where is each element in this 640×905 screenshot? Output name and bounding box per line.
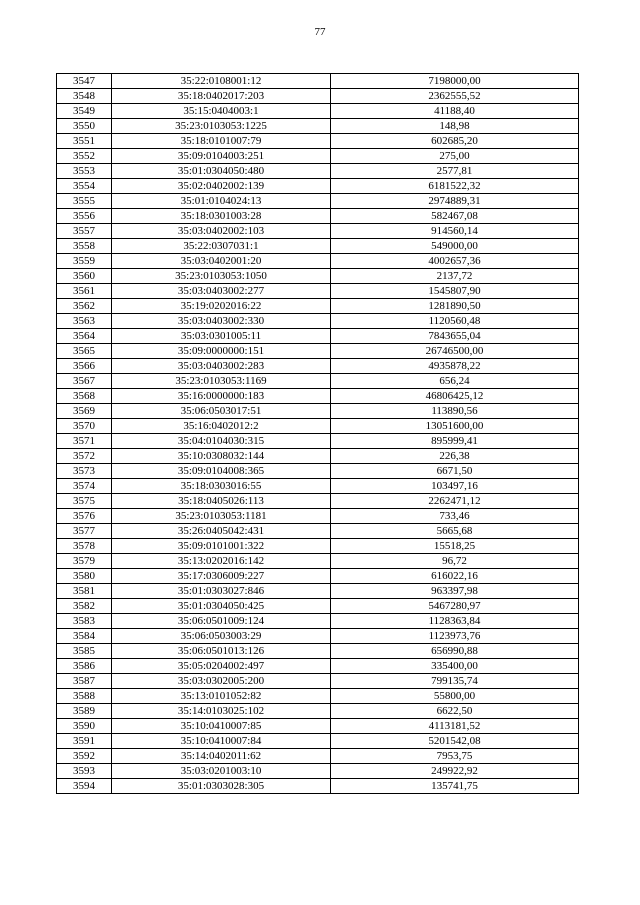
table-row — [57, 374, 579, 389]
row-number-cell: 3587 — [57, 674, 112, 689]
table-row — [57, 704, 579, 719]
cadastral-value-cell: 335400,00 — [331, 659, 579, 674]
table-row — [57, 299, 579, 314]
cadastral-value-cell: 2974889,31 — [331, 194, 579, 209]
cadastral-value-cell: 96,72 — [331, 554, 579, 569]
table-row — [57, 359, 579, 374]
table-row — [57, 644, 579, 659]
cadastral-number-cell: 35:06:0503003:29 — [112, 629, 331, 644]
cadastral-number-cell: 35:06:0501013:126 — [112, 644, 331, 659]
table-row — [57, 719, 579, 734]
row-number-cell: 3565 — [57, 344, 112, 359]
cadastral-number-cell: 35:19:0202016:22 — [112, 299, 331, 314]
table-row — [57, 269, 579, 284]
cadastral-number-cell: 35:18:0402017:203 — [112, 89, 331, 104]
cadastral-number-cell: 35:18:0303016:55 — [112, 479, 331, 494]
row-number-cell: 3566 — [57, 359, 112, 374]
cadastral-value-cell: 963397,98 — [331, 584, 579, 599]
table-row — [57, 134, 579, 149]
cadastral-value-cell: 148,98 — [331, 119, 579, 134]
cadastral-value-cell: 582467,08 — [331, 209, 579, 224]
row-number-cell: 3573 — [57, 464, 112, 479]
row-number-cell: 3555 — [57, 194, 112, 209]
cadastral-value-cell: 26746500,00 — [331, 344, 579, 359]
row-number-cell: 3561 — [57, 284, 112, 299]
cadastral-value-cell: 2262471,12 — [331, 494, 579, 509]
table-row — [57, 179, 579, 194]
row-number-cell: 3563 — [57, 314, 112, 329]
cadastral-value-cell: 895999,41 — [331, 434, 579, 449]
cadastral-value-cell: 5467280,97 — [331, 599, 579, 614]
table-row — [57, 404, 579, 419]
cadastral-number-cell: 35:23:0103053:1169 — [112, 374, 331, 389]
row-number-cell: 3578 — [57, 539, 112, 554]
row-number-cell: 3552 — [57, 149, 112, 164]
table-row — [57, 149, 579, 164]
table-row — [57, 239, 579, 254]
table-row — [57, 389, 579, 404]
cadastral-number-cell: 35:09:0101001:322 — [112, 539, 331, 554]
cadastral-value-cell: 6181522,32 — [331, 179, 579, 194]
cadastral-number-cell: 35:18:0301003:28 — [112, 209, 331, 224]
cadastral-value-cell: 656990,88 — [331, 644, 579, 659]
cadastral-value-cell: 1128363,84 — [331, 614, 579, 629]
cadastral-value-cell: 914560,14 — [331, 224, 579, 239]
row-number-cell: 3550 — [57, 119, 112, 134]
cadastral-number-cell: 35:03:0302005:200 — [112, 674, 331, 689]
cadastral-value-cell: 4935878,22 — [331, 359, 579, 374]
cadastral-value-cell: 549000,00 — [331, 239, 579, 254]
row-number-cell: 3558 — [57, 239, 112, 254]
table-row — [57, 479, 579, 494]
row-number-cell: 3560 — [57, 269, 112, 284]
cadastral-number-cell: 35:23:0103053:1181 — [112, 509, 331, 524]
row-number-cell: 3583 — [57, 614, 112, 629]
row-number-cell: 3591 — [57, 734, 112, 749]
row-number-cell: 3559 — [57, 254, 112, 269]
cadastral-number-cell: 35:06:0501009:124 — [112, 614, 331, 629]
cadastral-value-cell: 5201542,08 — [331, 734, 579, 749]
cadastral-number-cell: 35:09:0104003:251 — [112, 149, 331, 164]
row-number-cell: 3554 — [57, 179, 112, 194]
cadastral-number-cell: 35:23:0103053:1225 — [112, 119, 331, 134]
cadastral-number-cell: 35:22:0307031:1 — [112, 239, 331, 254]
cadastral-number-cell: 35:02:0402002:139 — [112, 179, 331, 194]
table-row — [57, 779, 579, 794]
cadastral-value-cell: 15518,25 — [331, 539, 579, 554]
row-number-cell: 3548 — [57, 89, 112, 104]
row-number-cell: 3588 — [57, 689, 112, 704]
table-row — [57, 629, 579, 644]
cadastral-number-cell: 35:16:0402012:2 — [112, 419, 331, 434]
table-row — [57, 284, 579, 299]
cadastral-number-cell: 35:03:0403002:330 — [112, 314, 331, 329]
row-number-cell: 3575 — [57, 494, 112, 509]
cadastral-number-cell: 35:13:0101052:82 — [112, 689, 331, 704]
cadastral-value-cell: 113890,56 — [331, 404, 579, 419]
row-number-cell: 3564 — [57, 329, 112, 344]
cadastral-value-cell: 7843655,04 — [331, 329, 579, 344]
cadastral-number-cell: 35:04:0104030:315 — [112, 434, 331, 449]
table-row — [57, 509, 579, 524]
cadastral-number-cell: 35:01:0104024:13 — [112, 194, 331, 209]
cadastral-number-cell: 35:15:0404003:1 — [112, 104, 331, 119]
cadastral-number-cell: 35:18:0405026:113 — [112, 494, 331, 509]
row-number-cell: 3589 — [57, 704, 112, 719]
cadastral-value-cell: 2362555,52 — [331, 89, 579, 104]
table-row — [57, 464, 579, 479]
row-number-cell: 3579 — [57, 554, 112, 569]
row-number-cell: 3549 — [57, 104, 112, 119]
row-number-cell: 3551 — [57, 134, 112, 149]
table-row — [57, 554, 579, 569]
row-number-cell: 3592 — [57, 749, 112, 764]
cadastral-value-cell: 6671,50 — [331, 464, 579, 479]
table-row — [57, 599, 579, 614]
table-row — [57, 524, 579, 539]
row-number-cell: 3586 — [57, 659, 112, 674]
table-row — [57, 674, 579, 689]
row-number-cell: 3577 — [57, 524, 112, 539]
table-row — [57, 749, 579, 764]
row-number-cell: 3593 — [57, 764, 112, 779]
row-number-cell: 3547 — [57, 74, 112, 89]
cadastral-value-cell: 226,38 — [331, 449, 579, 464]
row-number-cell: 3569 — [57, 404, 112, 419]
row-number-cell: 3553 — [57, 164, 112, 179]
table-row — [57, 734, 579, 749]
table-row — [57, 119, 579, 134]
table-row — [57, 539, 579, 554]
row-number-cell: 3568 — [57, 389, 112, 404]
cadastral-number-cell: 35:10:0308032:144 — [112, 449, 331, 464]
row-number-cell: 3594 — [57, 779, 112, 794]
row-number-cell: 3580 — [57, 569, 112, 584]
cadastral-number-cell: 35:06:0503017:51 — [112, 404, 331, 419]
cadastral-value-cell: 656,24 — [331, 374, 579, 389]
cadastral-number-cell: 35:01:0304050:425 — [112, 599, 331, 614]
table-row — [57, 449, 579, 464]
table-row — [57, 419, 579, 434]
cadastral-value-cell: 4113181,52 — [331, 719, 579, 734]
cadastral-value-cell: 2577,81 — [331, 164, 579, 179]
cadastral-value-cell: 799135,74 — [331, 674, 579, 689]
cadastral-value-cell: 13051600,00 — [331, 419, 579, 434]
row-number-cell: 3590 — [57, 719, 112, 734]
row-number-cell: 3574 — [57, 479, 112, 494]
row-number-cell: 3581 — [57, 584, 112, 599]
row-number-cell: 3572 — [57, 449, 112, 464]
cadastral-number-cell: 35:17:0306009:227 — [112, 569, 331, 584]
table-row — [57, 104, 579, 119]
cadastral-value-cell: 2137,72 — [331, 269, 579, 284]
cadastral-value-cell: 249922,92 — [331, 764, 579, 779]
cadastral-number-cell: 35:03:0402001:20 — [112, 254, 331, 269]
cadastral-value-cell: 46806425,12 — [331, 389, 579, 404]
cadastral-value-cell: 4002657,36 — [331, 254, 579, 269]
table-row — [57, 89, 579, 104]
cadastral-number-cell: 35:23:0103053:1050 — [112, 269, 331, 284]
cadastral-number-cell: 35:13:0202016:142 — [112, 554, 331, 569]
cadastral-value-cell: 733,46 — [331, 509, 579, 524]
cadastral-number-cell: 35:05:0204002:497 — [112, 659, 331, 674]
cadastral-number-cell: 35:09:0104008:365 — [112, 464, 331, 479]
table-body — [57, 74, 579, 794]
cadastral-number-cell: 35:16:0000000:183 — [112, 389, 331, 404]
cadastral-value-cell: 616022,16 — [331, 569, 579, 584]
row-number-cell: 3584 — [57, 629, 112, 644]
table-row — [57, 254, 579, 269]
cadastral-value-cell: 55800,00 — [331, 689, 579, 704]
cadastral-number-cell: 35:26:0405042:431 — [112, 524, 331, 539]
row-number-cell: 3585 — [57, 644, 112, 659]
table-row — [57, 584, 579, 599]
table-row — [57, 164, 579, 179]
cadastral-value-table — [56, 73, 579, 794]
cadastral-number-cell: 35:03:0201003:10 — [112, 764, 331, 779]
cadastral-number-cell: 35:03:0403002:283 — [112, 359, 331, 374]
table-row — [57, 314, 579, 329]
cadastral-value-cell: 7953,75 — [331, 749, 579, 764]
cadastral-number-cell: 35:03:0402002:103 — [112, 224, 331, 239]
cadastral-value-cell: 602685,20 — [331, 134, 579, 149]
cadastral-number-cell: 35:09:0000000:151 — [112, 344, 331, 359]
table-row — [57, 569, 579, 584]
row-number-cell: 3556 — [57, 209, 112, 224]
row-number-cell: 3582 — [57, 599, 112, 614]
cadastral-number-cell: 35:01:0303027:846 — [112, 584, 331, 599]
table-row — [57, 659, 579, 674]
cadastral-number-cell: 35:03:0403002:277 — [112, 284, 331, 299]
table-row — [57, 224, 579, 239]
table-row — [57, 434, 579, 449]
cadastral-number-cell: 35:10:0410007:84 — [112, 734, 331, 749]
cadastral-value-cell: 5665,68 — [331, 524, 579, 539]
cadastral-value-cell: 41188,40 — [331, 104, 579, 119]
table-row — [57, 74, 579, 89]
cadastral-value-cell: 103497,16 — [331, 479, 579, 494]
cadastral-value-cell: 275,00 — [331, 149, 579, 164]
table-row — [57, 614, 579, 629]
row-number-cell: 3567 — [57, 374, 112, 389]
cadastral-number-cell: 35:01:0303028:305 — [112, 779, 331, 794]
cadastral-value-cell: 135741,75 — [331, 779, 579, 794]
cadastral-value-cell: 7198000,00 — [331, 74, 579, 89]
cadastral-number-cell: 35:03:0301005:11 — [112, 329, 331, 344]
row-number-cell: 3562 — [57, 299, 112, 314]
row-number-cell: 3571 — [57, 434, 112, 449]
cadastral-number-cell: 35:14:0402011:62 — [112, 749, 331, 764]
row-number-cell: 3576 — [57, 509, 112, 524]
table-row — [57, 764, 579, 779]
table-row — [57, 689, 579, 704]
cadastral-value-cell: 1281890,50 — [331, 299, 579, 314]
table-row — [57, 194, 579, 209]
table-row — [57, 209, 579, 224]
cadastral-number-cell: 35:10:0410007:85 — [112, 719, 331, 734]
cadastral-value-cell: 6622,50 — [331, 704, 579, 719]
cadastral-value-cell: 1123973,76 — [331, 629, 579, 644]
table-row — [57, 344, 579, 359]
table-row — [57, 329, 579, 344]
cadastral-value-cell: 1545807,90 — [331, 284, 579, 299]
page-number: 77 — [314, 26, 326, 38]
cadastral-value-cell: 1120560,48 — [331, 314, 579, 329]
cadastral-number-cell: 35:01:0304050:480 — [112, 164, 331, 179]
cadastral-number-cell: 35:22:0108001:12 — [112, 74, 331, 89]
row-number-cell: 3570 — [57, 419, 112, 434]
cadastral-number-cell: 35:18:0101007:79 — [112, 134, 331, 149]
row-number-cell: 3557 — [57, 224, 112, 239]
table-row — [57, 494, 579, 509]
cadastral-number-cell: 35:14:0103025:102 — [112, 704, 331, 719]
